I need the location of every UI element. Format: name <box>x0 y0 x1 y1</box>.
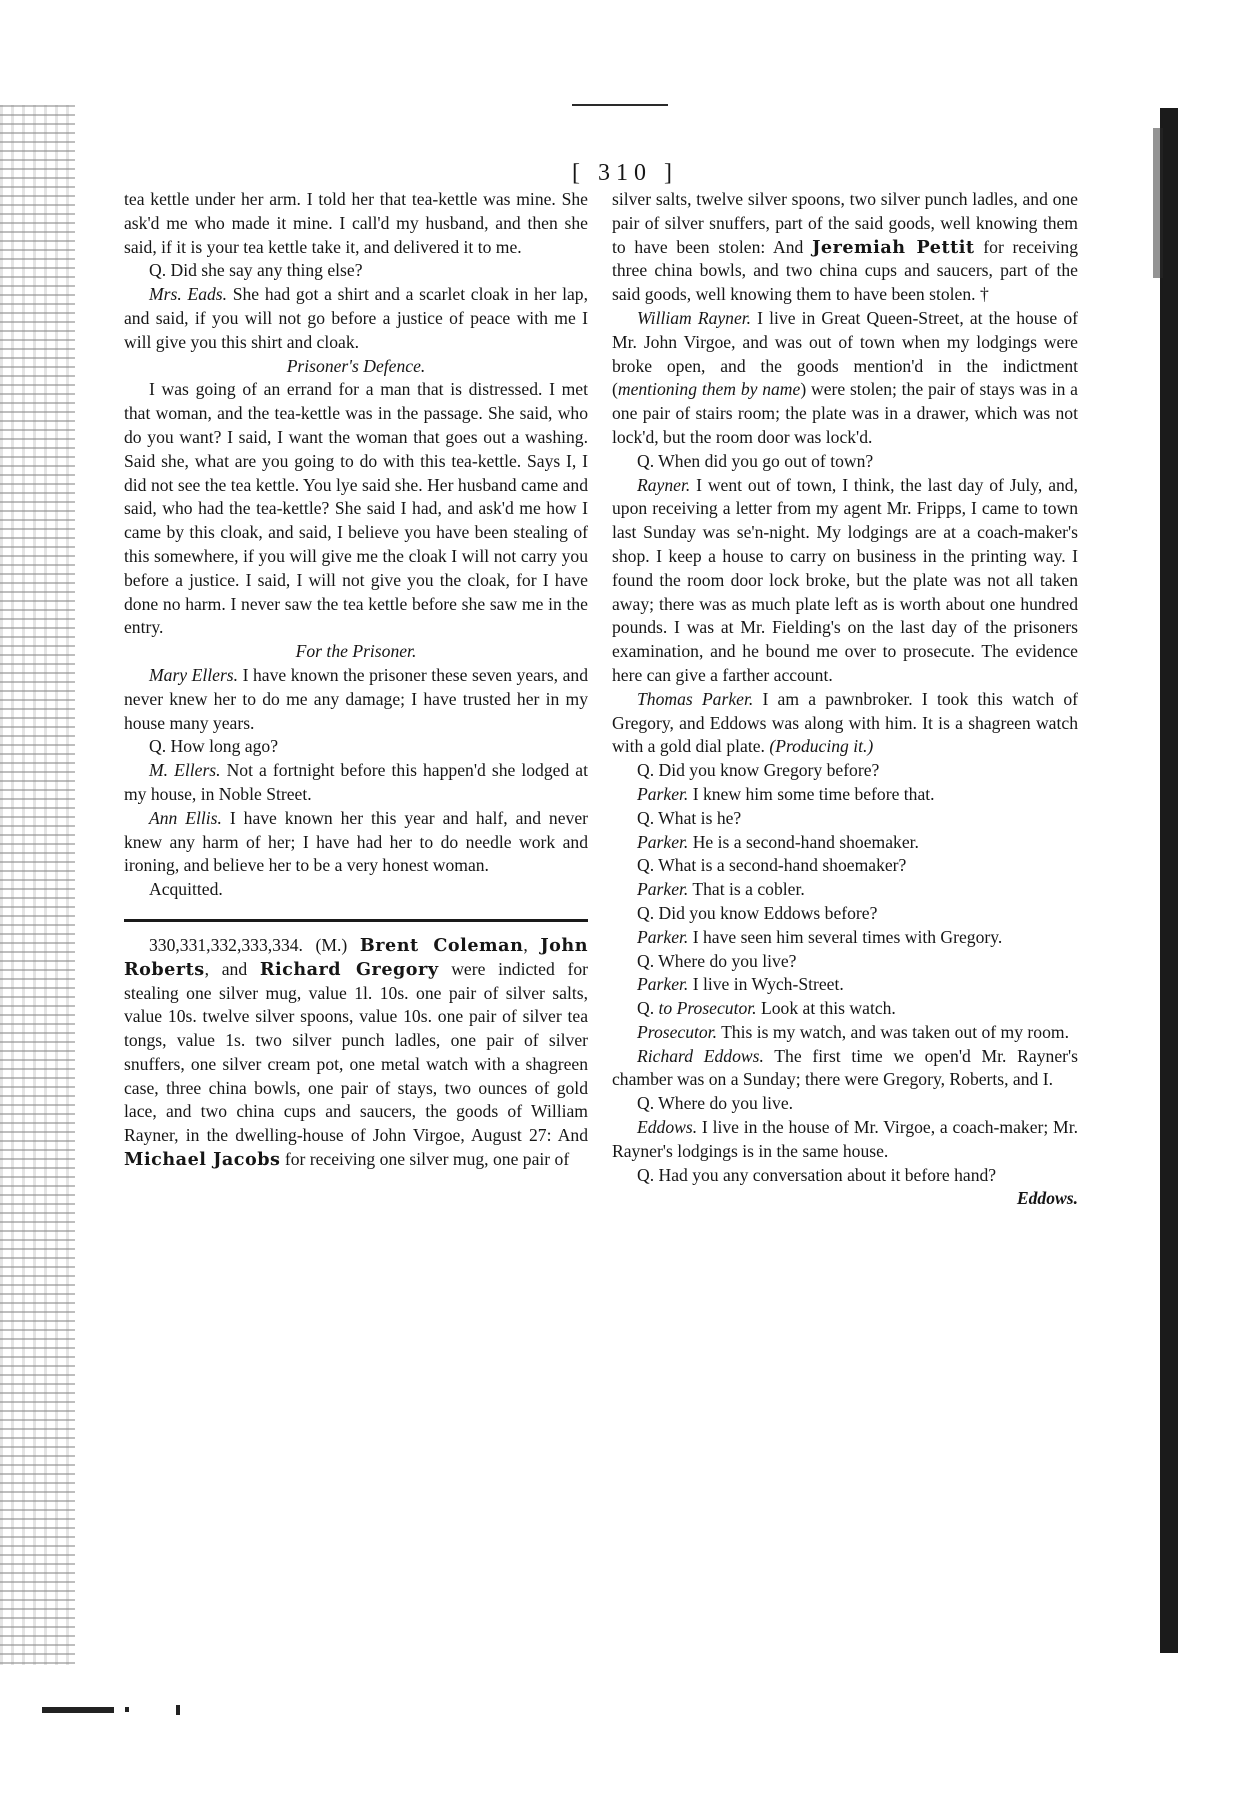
speaker: Mary Ellers. <box>149 664 239 685</box>
edge-mark <box>1153 128 1163 278</box>
defendant-name: Jeremiah Pettit <box>812 236 975 258</box>
scan-mark <box>42 1707 114 1713</box>
indictment-text: were indicted for stealing one silver mug, value 1l. 10s. one pair of silver salts, value 10s. twelve silver spoons, value 10s. one pair of silver tea tongs, value 1s. two silver punch ladles, one pair of silver snuffers, one silver cream pot, one metal watch with a shagreen case, three china bowls, one pair of stays, two ounces of gold lace, and two china cups and saucers, the goods of William Rayner, in the dwelling-house of John Virgoe, August 27: And <box>124 958 588 1146</box>
stage-direction: mentioning them by name <box>617 379 801 400</box>
question: Q. Did you know Eddows before? <box>637 902 878 923</box>
question: Q. Where do you live? <box>637 950 797 971</box>
testimony-text: I have seen him several times with Gregory. <box>688 926 1003 947</box>
question: Q. When did you go out of town? <box>637 450 874 471</box>
speaker: Thomas Parker. <box>637 688 754 709</box>
testimony <box>612 878 1078 902</box>
testimony-text: I have known her this year and half, and never knew any harm of her; I have had her to do needle work and ironing, and believe her to be a very honest woman. <box>124 807 588 876</box>
speaker: Parker. <box>637 831 689 852</box>
question: Q. What is a second-hand shoemaker? <box>637 855 907 876</box>
testimony <box>124 664 588 735</box>
question <box>612 997 1078 1021</box>
testimony <box>124 283 588 354</box>
testimony <box>612 307 1078 450</box>
catchword: Eddows. <box>1016 1188 1078 1209</box>
testimony-text: He is a second-hand shoemaker. <box>688 831 919 852</box>
testimony-text: I live in the house of Mr. Virgoe, a coach-maker; Mr. Rayner's lodgings is in the same house. <box>612 1117 1078 1161</box>
testimony-text: I live in Wych-Street. <box>688 974 844 995</box>
testimony <box>612 831 1078 855</box>
testimony-text: Not a fortnight before this happen'd she lodged at my house, in Noble Street. <box>124 760 588 804</box>
speaker: Parker. <box>637 926 689 947</box>
defendant-name: Brent Coleman <box>359 934 524 956</box>
testimony-text: That is a cobler. <box>688 879 805 900</box>
speaker: Prosecutor. <box>637 1021 717 1042</box>
testimony-text: The first time we open'd Mr. Rayner's chamber was on a Sunday; there were Gregory, Roberts, and I. <box>612 1045 1078 1090</box>
testimony-text: I knew him some time before that. <box>688 783 935 804</box>
testimony <box>124 759 588 807</box>
speaker: M. Ellers. <box>149 760 221 781</box>
speaker: Richard Eddows. <box>637 1045 764 1066</box>
verdict: Acquitted. <box>149 879 223 900</box>
testimony-text: I went out of town, I think, the last day of July, and, upon receiving a letter from my agent Mr. Fripps, I came to town last Sunday was se'n-night. My lodgings are at a coach-maker's shop. I keep a house to carry on business in the printing way. I found the room door lock broke, but the plate was not all taken away; there was as much plate left as is worth about one hundred pounds. I was at Mr. Fielding's on the last day of the prisoners examination, and he bound me over to prosecute. The evidence here can give a farther account. <box>612 474 1078 685</box>
indictment-text: silver salts, twelve silver spoons, two silver punch ladles, and one pair of silver snuffers, part of the said goods, well knowing them to have been stolen: And <box>612 189 1078 257</box>
testimony <box>612 926 1078 950</box>
case-numbers: 330,331,332,333,334. (M.) <box>149 934 360 955</box>
indictment-text: for receiving one silver mug, one pair of <box>280 1149 570 1170</box>
testimony-text: ) were stolen; the pair of stays was in a one pair of stairs room; the plate was in a drawer, which was not lock'd, but the room door was lock'd. <box>612 379 1078 447</box>
speaker: Parker. <box>637 974 689 995</box>
speaker: Eddows. <box>637 1117 698 1138</box>
question: Q. Had you any conversation about it before hand? <box>637 1164 997 1185</box>
question: Q. Did you know Gregory before? <box>637 760 880 781</box>
testimony <box>612 973 1078 997</box>
testimony-text: This is my watch, and was taken out of my room. <box>716 1021 1069 1042</box>
question-text: Look at this watch. <box>756 998 896 1019</box>
question: Q. What is he? <box>637 807 742 828</box>
question-lead: Q. <box>637 998 659 1019</box>
defence-paragraph: I was going of an errand for a man that is distressed. I met that woman, and the tea-kettle was in the passage. She said, who do you want? I said, I want the woman that goes out a washing. Said she, what are you going to do with this tea-kettle. Says I, I did not see the tea kettle. You lye said she. Her husband came and said, who had the tea-kettle? She said I had, and ask'd me how I came by this cloak, and said, I believe you have been stealing of this somewhere, if you will give me the cloak I will not carry you before a justice. I said, I will not give you the cloak, for I have done no harm. I never saw the tea kettle before she saw me in the entry. <box>124 379 588 638</box>
page-edge-shadow <box>1160 108 1178 1653</box>
testimony-text: She had got a shirt and a scarlet cloak in her lap, and said, if you will not go before a justice of peace with me I will give you this shirt and cloak. <box>124 284 588 352</box>
speaker: Parker. <box>637 879 689 900</box>
question: Q. Did she say any thing else? <box>149 260 363 281</box>
section-heading: Prisoner's Defence. <box>286 355 426 376</box>
defendant-name: Michael Jacobs <box>124 1149 281 1171</box>
page-number: [ 310 ] <box>572 160 678 186</box>
speaker: Mrs. Eads. <box>149 284 228 305</box>
section-heading: For the Prisoner. <box>295 641 417 662</box>
scan-mark <box>176 1705 180 1715</box>
speaker: Parker. <box>637 783 689 804</box>
question: Q. Where do you live. <box>637 1093 794 1114</box>
question: Q. How long ago? <box>149 736 278 757</box>
gutter-shadow <box>0 105 75 1665</box>
separator: , <box>523 934 541 955</box>
header-rule <box>572 104 668 106</box>
scan-mark <box>125 1707 129 1712</box>
section-rule <box>124 919 588 922</box>
indictment-continuation <box>612 188 1078 307</box>
defendant-name: Richard Gregory <box>259 958 439 980</box>
indictment-paragraph <box>124 934 588 1172</box>
right-column <box>612 188 1078 1211</box>
testimony <box>612 1045 1078 1093</box>
testimony <box>612 1021 1078 1045</box>
indictment-text: for receiving three china bowls, and two china cups and saucers, part of the said goods, well knowing them to have been stolen. † <box>612 236 1079 305</box>
defendant-name: John Roberts <box>124 934 588 980</box>
stage-direction: to Prosecutor. <box>658 998 757 1019</box>
testimony-text: I have known the prisoner these seven years, and never knew her to do me any damage; I have trusted her in my house many years. <box>124 664 588 733</box>
testimony-text: I am a pawnbroker. I took this watch of Gregory, and Eddows was along with him. It is a shagreen watch with a gold dial plate. <box>612 688 1078 757</box>
speaker: Ann Ellis. <box>149 807 222 828</box>
speaker: Rayner. <box>637 474 691 495</box>
testimony <box>612 1116 1078 1164</box>
left-column <box>124 188 588 1172</box>
testimony <box>612 783 1078 807</box>
testimony-text: I live in Great Queen-Street, at the house of Mr. John Virgoe, and was out of town when my lodgings were broke open, and the goods mention'd in the indictment ( <box>612 307 1078 400</box>
speaker: William Rayner. <box>637 307 752 328</box>
testimony <box>124 807 588 878</box>
testimony <box>612 688 1078 759</box>
paragraph: tea kettle under her arm. I told her that tea-kettle was mine. She ask'd me who made it mine. I call'd my husband, and then she said, if it is your tea kettle take it, and delivered it to me. <box>124 189 588 257</box>
separator: , and <box>204 958 260 979</box>
stage-direction: (Producing it.) <box>769 736 874 757</box>
testimony <box>612 474 1078 688</box>
